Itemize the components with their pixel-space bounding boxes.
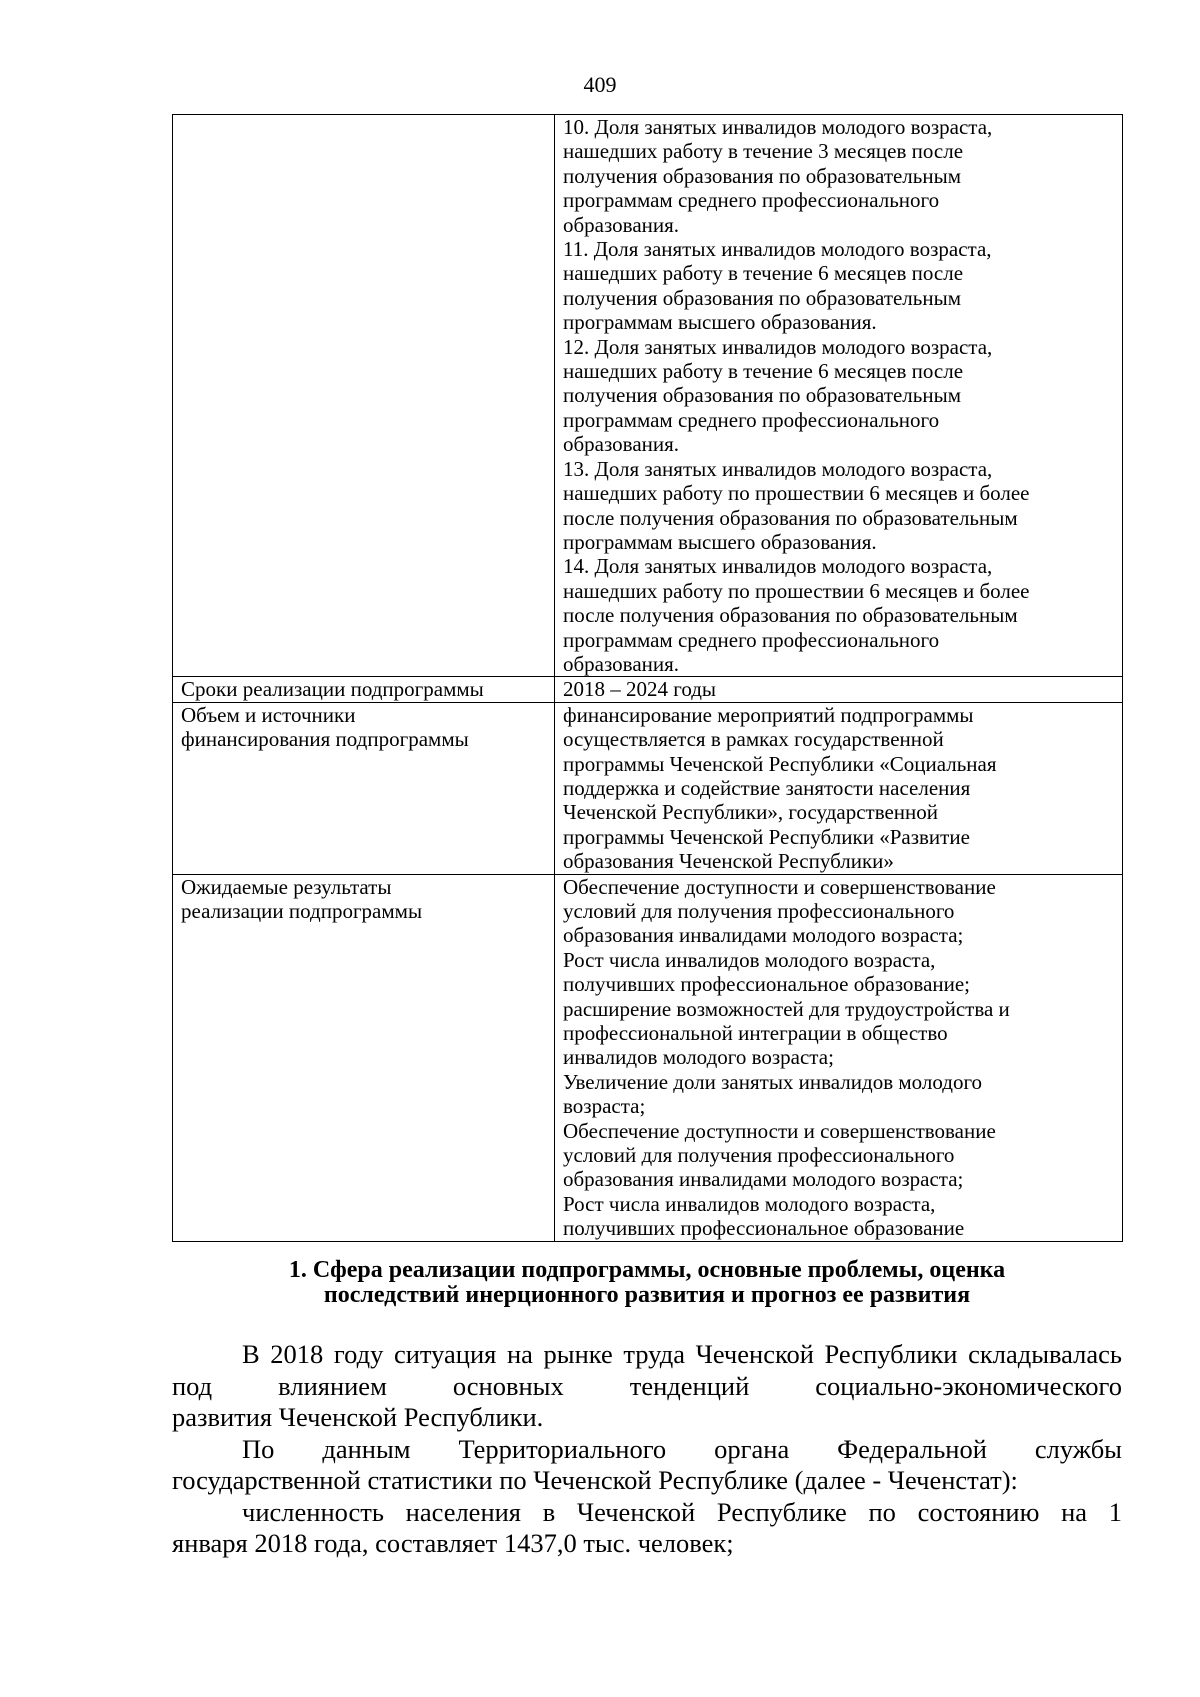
value-line: образования Чеченской Республики» [563,849,894,874]
value-line: 10. Доля занятых инвалидов молодого возраста, [563,115,993,139]
paragraph-text: По данным Территориального органа Федеральной службы [242,1433,1122,1464]
value-line: инвалидов молодого возраста; [563,1045,834,1070]
value-line: поддержка и содействие занятости населения [563,775,971,800]
value-line: нашедших работу в течение 6 месяцев после [563,359,964,384]
value-line: расширение возможностей для трудоустройства и [563,996,1010,1021]
value-line: программы Чеченской Республики «Развитие [563,824,970,849]
value-line: получения образования по образовательным [563,383,962,408]
value-line: получивших профессиональное образование [563,1216,965,1241]
value-line: финансирование мероприятий подпрограммы [563,702,974,727]
value-line: программам среднего профессионального [563,627,940,652]
row-value-cell [555,677,1123,702]
heading-line: 1. Сфера реализации подпрограммы, основные проблемы, оценка [288,1257,1006,1283]
value-line: получивших профессиональное образование; [563,972,971,997]
value-line: Чеченской Республики», государственной [563,800,939,825]
page-number: 409 [583,72,617,97]
row-label-cell [173,702,555,874]
paragraph-last-line: государственной статистики по Чеченской Республике (далее - Чеченстат): [172,1465,1018,1495]
heading-line: последствий инерционного развития и прогноз ее развития [323,1282,971,1308]
value-line: получения образования по образовательным [563,285,962,310]
paragraph-last-line: января 2018 года, составляет 1437,0 тыс. человек; [172,1528,734,1558]
value-line: Обеспечение доступности и совершенствование [563,1118,996,1143]
table-row [173,115,1123,677]
value-line: нашедших работу по прошествии 6 месяцев и более [563,578,1030,603]
value-line: образования инвалидами молодого возраста; [563,1167,964,1192]
value-line: 13. Доля занятых инвалидов молодого возраста, [563,456,993,481]
value-line: образования. [563,651,680,676]
label-line: Ожидаемые результаты [181,874,392,899]
paragraph-text: численность населения в Чеченской Республике по состоянию на 1 [242,1496,1122,1527]
section-body [172,1339,1122,1560]
value-line: 14. Доля занятых инвалидов молодого возраста, [563,554,993,579]
label-line: финансирования подпрограммы [181,727,469,752]
table-row [173,702,1123,874]
value-line: возраста; [563,1094,646,1119]
value-line: условий для получения профессионального [563,1143,955,1168]
value-line: профессиональной интеграции в общество [563,1021,948,1046]
label-line: Объем и источники [181,702,356,727]
table-row [173,677,1123,702]
value-line: нашедших работу по прошествии 6 месяцев и более [563,481,1030,506]
passport-table-body [173,115,1123,1242]
paragraph-text: В 2018 году ситуация на рынке труда Чеченской Республики складывалась под влиянием основных тенденций социально-экономического [172,1339,1122,1401]
value-line: образования. [563,212,680,237]
value-line: после получения образования по образовательным [563,505,1018,530]
paragraph [172,1339,1122,1434]
value-line: образования инвалидами молодого возраста; [563,923,964,948]
value-line: Рост числа инвалидов молодого возраста, [563,1191,936,1216]
value-line: программы Чеченской Республики «Социальная [563,751,997,776]
value-line: программам высшего образования. [563,529,877,554]
paragraph [172,1434,1122,1497]
row-label-cell [173,874,555,1241]
value-line: нашедших работу в течение 6 месяцев после [563,261,964,286]
value-line: программам среднего профессионального [563,188,940,213]
value-line: 12. Доля занятых инвалидов молодого возраста, [563,334,993,359]
value-line: Увеличение доли занятых инвалидов молодого [563,1069,983,1094]
section-heading [172,1258,1122,1308]
value-line: получения образования по образовательным [563,163,962,188]
value-line: программам высшего образования. [563,310,877,335]
subprogram-passport-table [172,114,1123,1242]
value-line: 2018 – 2024 годы [563,677,717,702]
table-row [173,874,1123,1241]
row-label-cell [173,115,555,677]
value-line: нашедших работу в течение 3 месяцев после [563,139,964,164]
row-value-cell [555,115,1123,677]
value-line: 11. Доля занятых инвалидов молодого возраста, [563,237,992,262]
paragraph [172,1497,1122,1560]
row-value-cell [555,702,1123,874]
value-line: Обеспечение доступности и совершенствование [563,874,996,899]
row-value-cell [555,874,1123,1241]
label-line: реализации подпрограммы [181,899,423,923]
value-line: условий для получения профессионального [563,899,955,923]
value-line: после получения образования по образовательным [563,603,1018,628]
value-line: Рост числа инвалидов молодого возраста, [563,947,936,972]
value-line: образования. [563,432,680,457]
value-line: осуществляется в рамках государственной [563,727,944,752]
value-line: программам среднего профессионального [563,407,940,432]
paragraph-last-line: развития Чеченской Республики. [172,1402,544,1432]
row-label-cell [173,677,555,702]
label-line: Сроки реализации подпрограммы [181,677,484,702]
